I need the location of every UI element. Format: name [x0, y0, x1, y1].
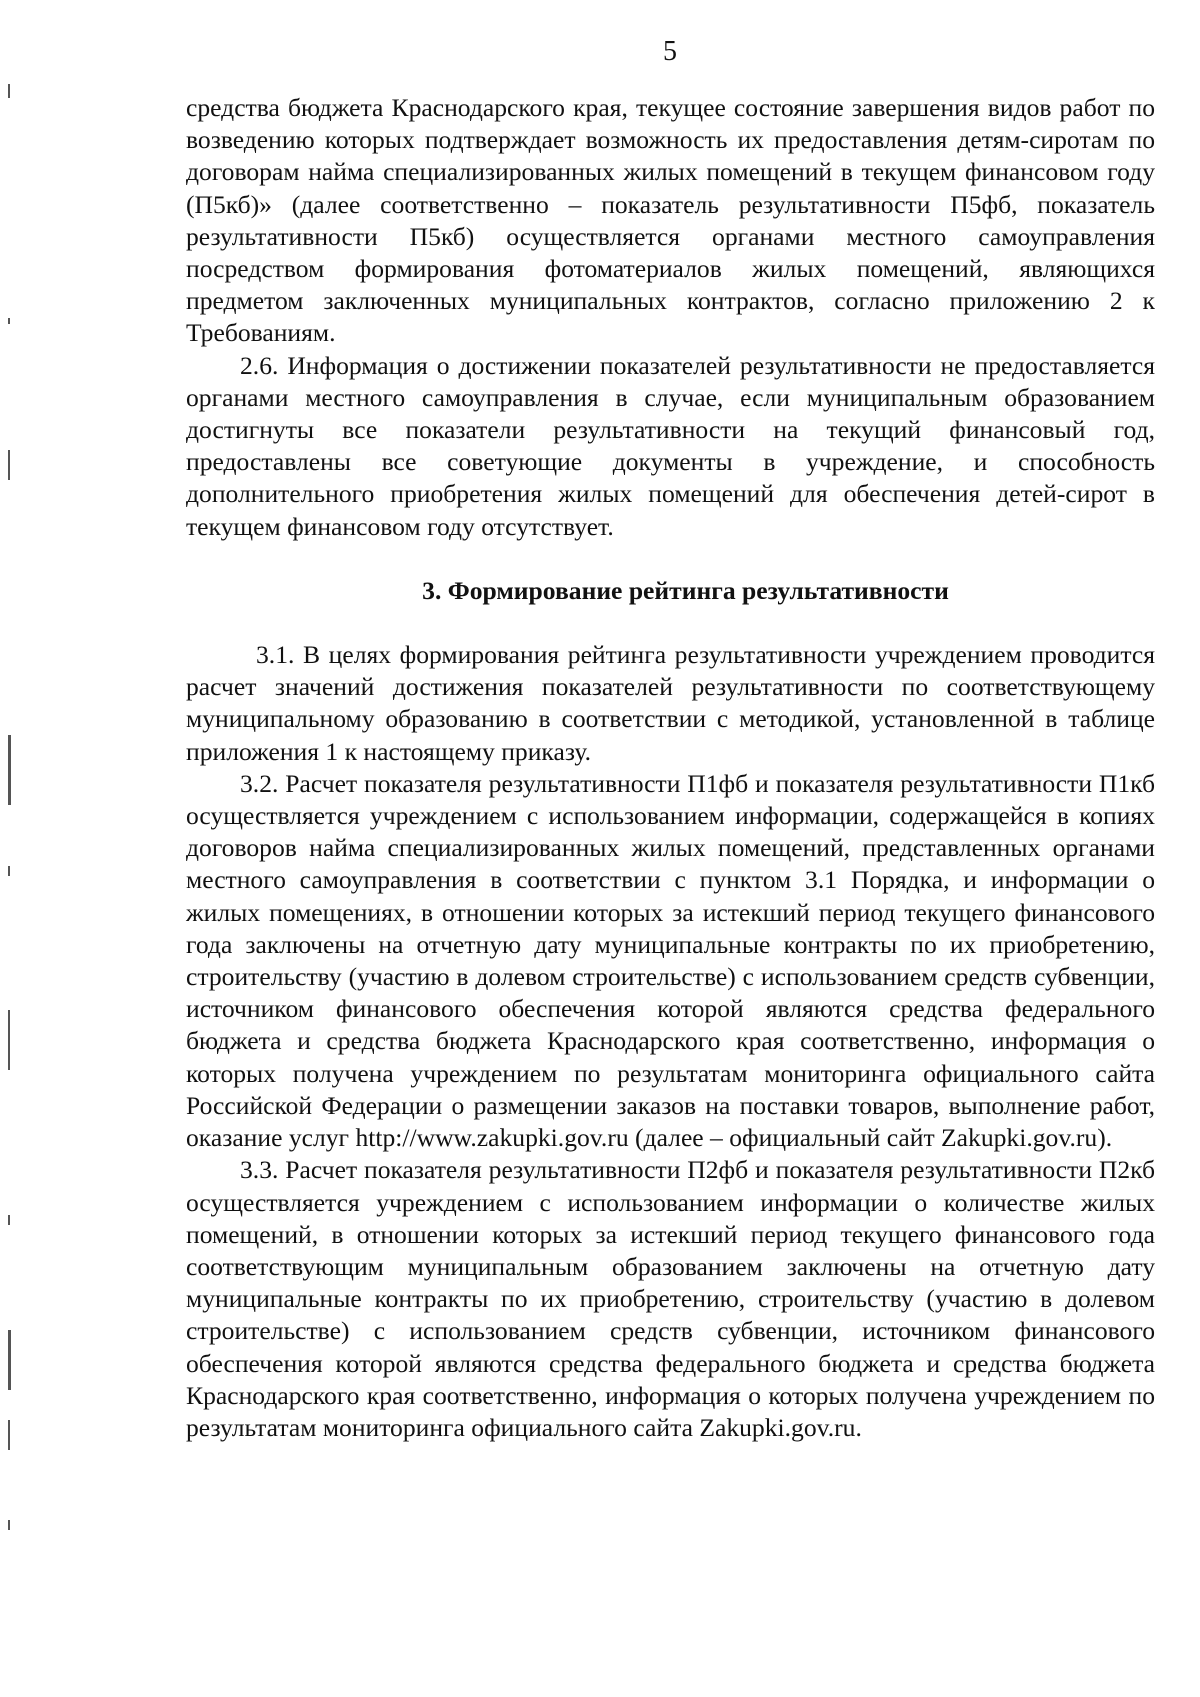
paragraph-2-6: 2.6. Информация о достижении показателей результативности не предоставляется органами местного самоуправления в случае, если муниципальным образованием достигнуты все показатели результативности на текущий финансовый год, предоставлены все советующие документы в учреждение, и способность дополнительного приобретения жилых помещений для обеспечения детей-сирот в текущем финансовом году отсутствует.: [186, 350, 1155, 541]
paragraph-continuation: средства бюджета Краснодарского края, текущее состояние завершения видов работ по возведению которых подтверждает возможность их предоставления детям-сиротам по договорам найма специализированных жилых помещений в текущем финансовом году (П5кб)» (далее соответственно – показатель результативности П5фб, показатель результативности П5кб) осуществляется органами местного самоуправления посредством формирования фотоматериалов жилых помещений, являющихся предметом заключенных муниципальных контрактов, согласно приложению 2 к Требованиям.: [186, 93, 1155, 348]
paragraph-3-3: 3.3. Расчет показателя результативности П2фб и показателя результативности П2кб осуществляется учреждением с использованием информации о количестве жилых помещений, в отношении которых за истекший период текущего финансового года соответствующим муниципальным образованием заключены на отчетную дату муниципальные контракты по их приобретению, строительству (участию в долевом строительстве) с использованием средств субвенции, источником финансового обеспечения которой являются средства федерального бюджета и средства бюджета Краснодарского края соответственно, информация о которых получена учреждением по результатам мониторинга официального сайта Zakupki.gov.ru.: [186, 1155, 1155, 1442]
page-number: 5: [663, 36, 677, 67]
paragraph-3-2: 3.2. Расчет показателя результативности П1фб и показателя результативности П1кб осуществляется учреждением с использованием информации, содержащейся в копиях договоров найма специализированных жилых помещений, представленных органами местного самоуправления в соответствии с пунктом 3.1 Порядка, и информации о жилых помещениях, в отношении которых за истекший период текущего финансового года заключены на отчетную дату муниципальные контракты по их приобретению, строительству (участию в долевом строительстве) с использованием средств субвенции, источником финансового обеспечения которой являются средства федерального бюджета и средства бюджета Краснодарского края соответственно, информация о которых получена учреждением по результатам мониторинга официального сайта Российской Федерации о размещении заказов на поставки товаров, выполнение работ, оказание услуг http://www.zakupki.gov.ru (далее – официальный сайт Zakupki.gov.ru).: [186, 768, 1155, 1153]
section-heading: 3. Формирование рейтинга результативности: [422, 575, 949, 605]
paragraph-3-1: 3.1. В целях формирования рейтинга результативности учреждением проводится расчет значений достижения показателей результативности по соответствующему муниципальному образованию в соответствии с методикой, установленной в таблице приложения 1 к настоящему приказу.: [186, 640, 1155, 766]
scan-binding-edge: [2, 0, 18, 1697]
document-body: [186, 92, 1155, 1444]
